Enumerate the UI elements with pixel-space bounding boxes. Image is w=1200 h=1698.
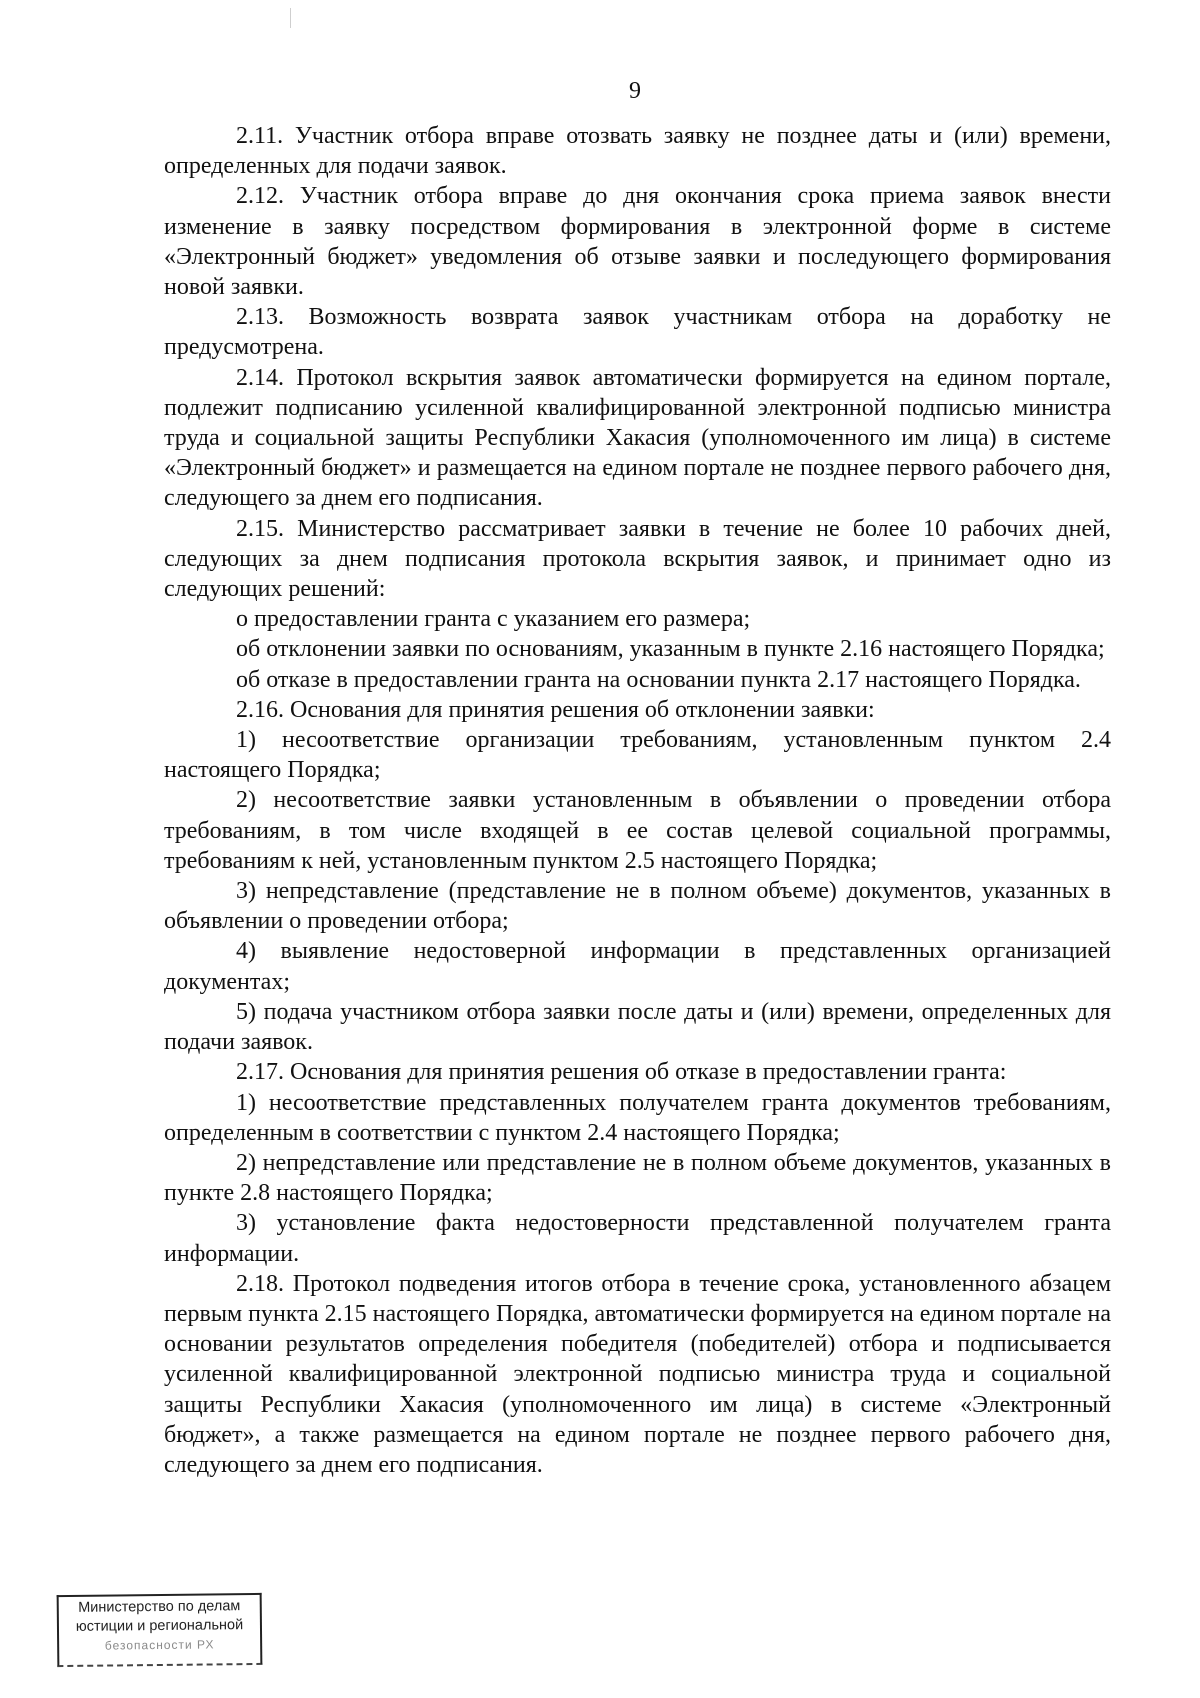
paragraph-2-16: 2.16. Основания для принятия решения об отклонении заявки:	[236, 696, 875, 723]
paragraph-2-11: 2.11. Участник отбора вправе отозвать заявку не позднее даты и (или) времени, определенных для подачи заявок.	[164, 123, 1111, 180]
paragraph-2-17: 2.17. Основания для принятия решения об отказе в предоставлении гранта:	[236, 1059, 1007, 1086]
paragraph-2-13: 2.13. Возможность возврата заявок участникам отбора на доработку не предусмотрена.	[164, 304, 1111, 361]
paragraph-2-14: 2.14. Протокол вскрытия заявок автоматически формируется на едином портале, подлежит подписанию усиленной квалифицированной электронной подписью министра труда и социальной защиты Республики Хакасия (уполномоченного им лица) в системе «Электронный бюджет» и размещается на едином портале не позднее первого рабочего дня, следующего за днем его подписания.	[164, 364, 1111, 512]
stamp-line-1: Министерство по делам	[78, 1598, 241, 1616]
scan-artifact	[290, 8, 291, 28]
decision-item-reject: об отклонении заявки по основаниям, указанным в пункте 2.16 настоящего Порядка;	[236, 636, 1105, 663]
paragraph-2-12: 2.12. Участник отбора вправе до дня окончания срока приема заявок внести изменение в заявку посредством формирования в электронной форме в системе «Электронный бюджет» уведомления об отзыве заявки и последующего формирования новой заявки.	[164, 183, 1111, 301]
list-item-2-16-3: 3) непредставление (представление не в полном объеме) документов, указанных в объявлении о проведении отбора;	[164, 878, 1111, 935]
stamp-line-2: юстиции и региональной	[75, 1617, 244, 1635]
list-item-2-17-3: 3) установление факта недостоверности представленной получателем гранта информации.	[164, 1210, 1111, 1267]
list-item-2-17-1: 1) несоответствие представленных получателем гранта документов требованиям, определенным в соответствии с пунктом 2.4 настоящего Порядка;	[164, 1089, 1111, 1146]
list-item-2-16-2: 2) несоответствие заявки установленным в объявлении о проведении отбора требованиям, в том числе входящей в ее состав целевой социальной программы, требованиям к ней, установленным пунктом 2.5 настоящего Порядка;	[164, 787, 1111, 874]
page-number: 9	[629, 78, 641, 104]
list-item-2-16-4: 4) выявление недостоверной информации в представленных организацией документах;	[164, 938, 1111, 995]
decision-item-refuse: об отказе в предоставлении гранта на основании пункта 2.17 настоящего Порядка.	[236, 666, 1081, 693]
stamp-line-3: безопасности РХ	[104, 1637, 215, 1653]
registration-stamp	[57, 1593, 263, 1667]
paragraph-2-18: 2.18. Протокол подведения итогов отбора в течение срока, установленного абзацем первым пункта 2.15 настоящего Порядка, автоматически формируется на едином портале на основании результатов определения победителя (победителей) отбора и подписывается усиленной квалифицированной электронной подписью министра труда и социальной защиты Республики Хакасия (уполномоченного им лица) в системе «Электронный бюджет», а также размещается на едином портале не позднее первого рабочего дня, следующего за днем его подписания.	[164, 1270, 1111, 1478]
document-body	[164, 121, 1111, 1480]
list-item-2-16-1: 1) несоответствие организации требованиям, установленным пунктом 2.4 настоящего Порядка;	[164, 727, 1111, 784]
list-item-2-17-2: 2) непредставление или представление не в полном объеме документов, указанных в пункте 2.8 настоящего Порядка;	[164, 1149, 1111, 1207]
paragraph-2-15: 2.15. Министерство рассматривает заявки в течение не более 10 рабочих дней, следующих за днем подписания протокола вскрытия заявок, и принимает одно из следующих решений:	[164, 515, 1111, 603]
list-item-2-16-5: 5) подача участником отбора заявки после даты и (или) времени, определенных для подачи заявок.	[164, 998, 1111, 1056]
decision-item-grant: о предоставлении гранта с указанием его размера;	[236, 606, 751, 633]
